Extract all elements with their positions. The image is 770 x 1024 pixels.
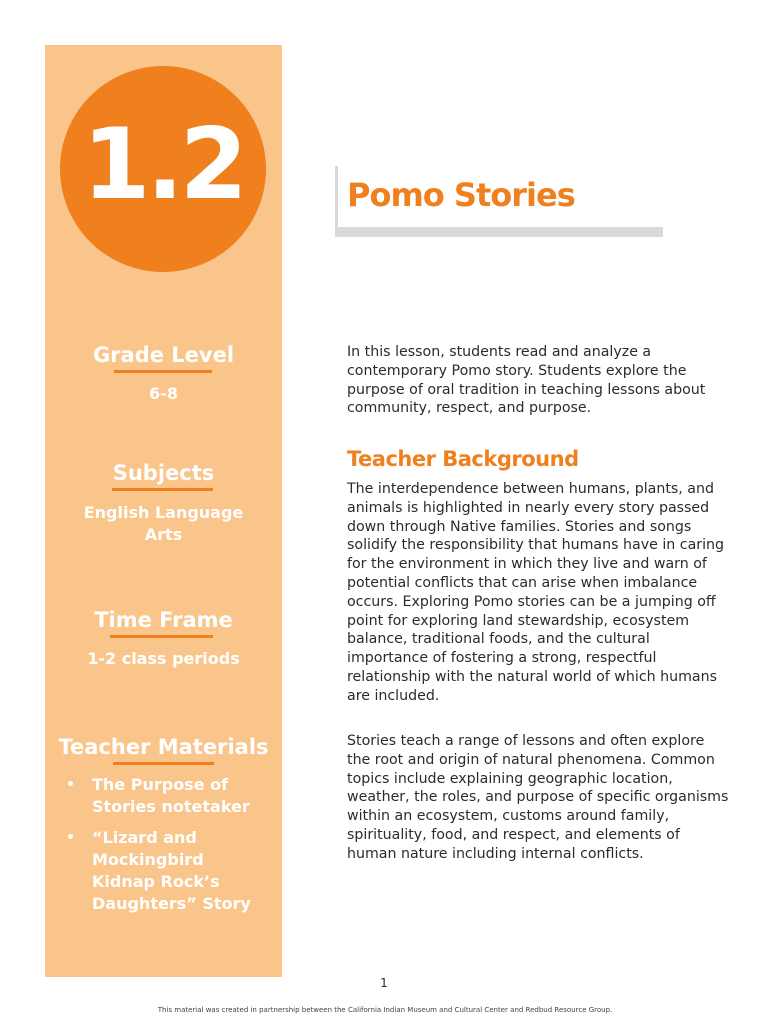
time-frame-value: 1-2 class periods xyxy=(87,649,240,668)
background-paragraph-1: The interdependence between humans, plants, and animals is highlighted in nearly every story passed down through Native families. Stories and songs solidify the responsibility that humans have in caring for the environment in which they live and warn of potential conflicts that can arise when imbalance occurs. Exploring Pomo stories can be a jumping off point for exploring land stewardship, ecosystem balance, traditional foods, and the cultural importance of fostering a strong, respectful relationship with the natural world of which humans are included. xyxy=(347,481,725,704)
page-number: 1 xyxy=(380,976,388,990)
teacher-materials-list xyxy=(62,774,272,924)
footer-credit: This material was created in partnership between the California Indian Museum and Cultural Center and Redbud Resource Group. xyxy=(157,1006,613,1014)
subjects-underline xyxy=(112,488,213,491)
title-side-rule xyxy=(335,166,338,236)
intro-paragraph: In this lesson, students read and analyze a contemporary Pomo story. Students explore the purpose of oral tradition in teaching lessons about community, respect, and purpose. xyxy=(347,344,706,417)
grade-level-heading: Grade Level xyxy=(92,343,235,367)
grade-level-value: 6-8 xyxy=(149,384,178,403)
list-item xyxy=(62,774,272,818)
material-item-label: The Purpose of Stories notetaker xyxy=(92,775,250,816)
lesson-number: 1.2 xyxy=(82,108,244,222)
teacher-materials-heading: Teacher Materials xyxy=(58,735,269,759)
bullet-icon: • xyxy=(66,830,75,846)
time-frame-underline xyxy=(110,635,213,638)
subjects-value-line2: Arts xyxy=(144,525,183,544)
bullet-icon: • xyxy=(66,777,75,793)
background-paragraph-2: Stories teach a range of lessons and often explore the root and origin of natural phenomena. Common topics include explaining geographic location, weather, the roles, and purpose of specific organisms within an ecosystem, customs around family, spirituality, food, and respect, and elements of human nature including internal conflicts. xyxy=(347,733,729,862)
subjects-heading: Subjects xyxy=(112,461,215,485)
page-title: Pomo Stories xyxy=(347,176,575,214)
teacher-background-heading: Teacher Background xyxy=(347,447,579,471)
list-item xyxy=(62,827,272,915)
title-underline xyxy=(335,227,663,237)
subjects-value-line1: English Language xyxy=(83,503,244,522)
material-item-label: “Lizard and Mockingbird Kidnap Rock’s Daughters” Story xyxy=(92,828,251,913)
grade-level-underline xyxy=(114,370,212,373)
time-frame-heading: Time Frame xyxy=(94,608,233,632)
teacher-materials-underline xyxy=(113,762,214,765)
